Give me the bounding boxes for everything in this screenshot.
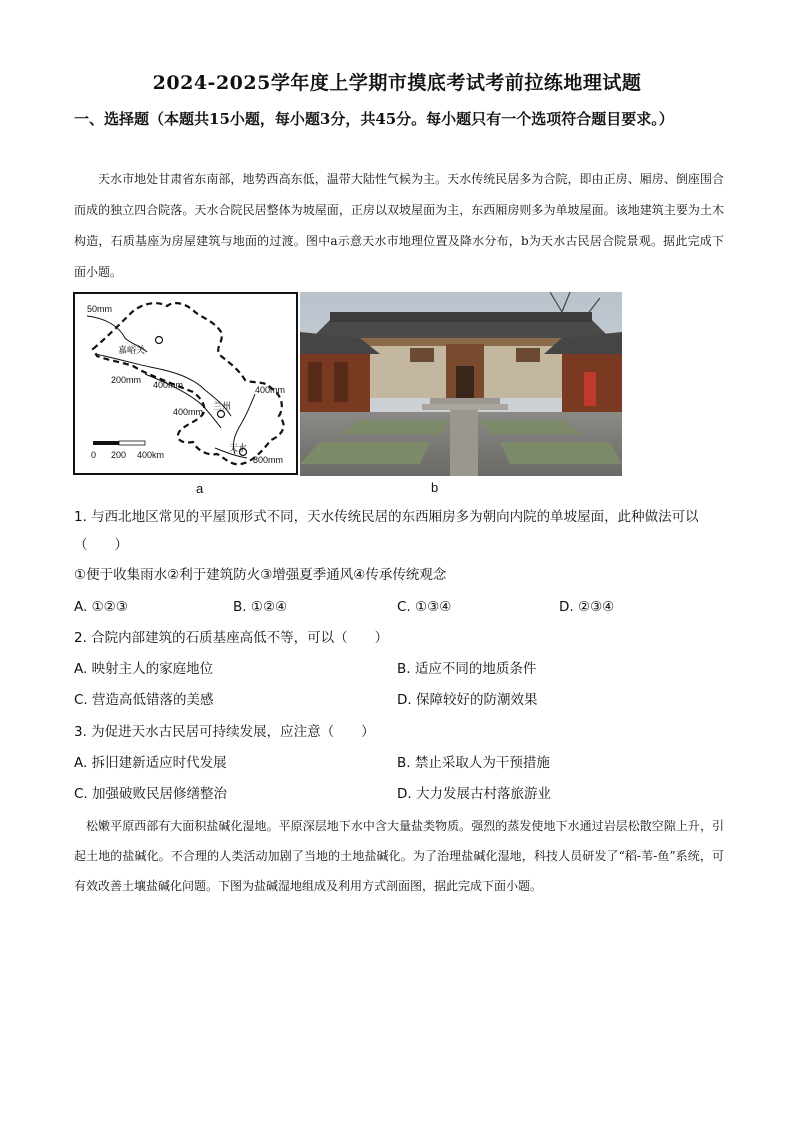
precipitation-map	[75, 294, 296, 473]
scale-bar-light	[119, 441, 145, 445]
figure-a-map	[73, 292, 298, 475]
jiayuguan-marker	[156, 337, 163, 344]
question-2-stem: 2. 合院内部建筑的石质基座高低不等，可以（ ）	[74, 630, 389, 646]
label-iso400-a: 400mm	[153, 380, 184, 390]
scale-400: 400km	[137, 450, 165, 460]
courtyard-photo	[300, 292, 622, 476]
question-3-stem: 3. 为促进天水古民居可持续发展，应注意（ ）	[74, 724, 375, 740]
question-1-stem: 1. 与西北地区常见的平屋顶形式不同，天水传统民居的东西厢房多为朝向内院的单坡屋面，此种做法可以（ ）	[74, 509, 699, 553]
main-roof	[312, 320, 610, 338]
q2-option-b[interactable]: B. 适应不同的地质条件	[397, 661, 537, 677]
label-iso200: 200mm	[111, 375, 142, 385]
scale-bar-dark	[93, 441, 119, 445]
q2-option-d[interactable]: D. 保障较好的防潮效果	[397, 692, 538, 708]
passage-2	[74, 811, 724, 901]
label-iso800: 800mm	[253, 455, 284, 465]
label-iso400-c: 400mm	[173, 407, 204, 417]
scale-0: 0	[91, 450, 97, 460]
scale-200: 200	[111, 450, 127, 460]
passage-2-text: 松嫩平原西部有大面积盐碱化湿地。平原深层地下水中含大量盐类物质。强烈的蒸发使地下水通过岩层松散空隙上升，引起土地的盐碱化。不合理的人类活动加剧了当地的土地盐碱化。为了治理盐碱化湿地，科技人员研发了“稻-苇-鱼”系统，可有效改善土壤盐碱化问题。下图为盐碱湿地组成及利用方式剖面图，据此完成下面小题。	[74, 819, 724, 893]
q3-option-d[interactable]: D. 大力发展古村落旅游业	[397, 786, 551, 802]
q1-option-c[interactable]: C. ①③④	[397, 599, 452, 615]
question-1-statements: ①便于收集雨水②利于建筑防火③增强夏季通风④传承传统观念	[74, 567, 447, 583]
label-iso400-b: 400mm	[255, 385, 286, 395]
q3-option-c[interactable]: C. 加强破败民居修缮整治	[74, 786, 228, 802]
q1-option-d[interactable]: D. ②③④	[559, 599, 615, 615]
figure-b-photo	[300, 292, 622, 476]
page-title: 2024-2025学年度上学期市摸底考试考前拉练地理试题	[152, 72, 642, 94]
q3-option-a[interactable]: A. 拆旧建新适应时代发展	[74, 755, 227, 771]
q3-option-b[interactable]: B. 禁止采取人为干预措施	[397, 755, 550, 771]
section-heading: 一、选择题（本题共15小题，每小题3分，共45分。每小题只有一个选项符合题目要求。）	[74, 110, 674, 128]
lanzhou-marker	[218, 411, 225, 418]
label-jiayuguan: 嘉峪关	[118, 345, 146, 355]
q1-option-b[interactable]: B. ①②④	[233, 599, 288, 615]
q2-option-a[interactable]: A. 映射主人的家庭地位	[74, 661, 214, 677]
label-tianshui: 天水	[229, 443, 248, 453]
q1-option-a[interactable]: A. ①②③	[74, 599, 128, 615]
caption-a: a	[196, 481, 204, 496]
passage-1-text: 天水市地处甘肃省东南部，地势西高东低，温带大陆性气候为主。天水传统民居多为合院，即由正房、厢房、倒座围合而成的独立四合院落。天水合院民居整体为坡屋面，正房以双坡屋面为主，东西厢房则多为单坡屋面。该地建筑主要为土木构造，石质基座为房屋建筑与地面的过渡。图中a示意天水市地理位置及降水分布，b为天水古民居合院景观。据此完成下面小题。	[74, 172, 724, 279]
passage-1	[74, 164, 724, 288]
label-iso50: 50mm	[87, 304, 113, 314]
q2-option-c[interactable]: C. 营造高低错落的美感	[74, 692, 214, 708]
caption-b: b	[431, 480, 439, 495]
label-lanzhou: 兰州	[213, 401, 232, 411]
